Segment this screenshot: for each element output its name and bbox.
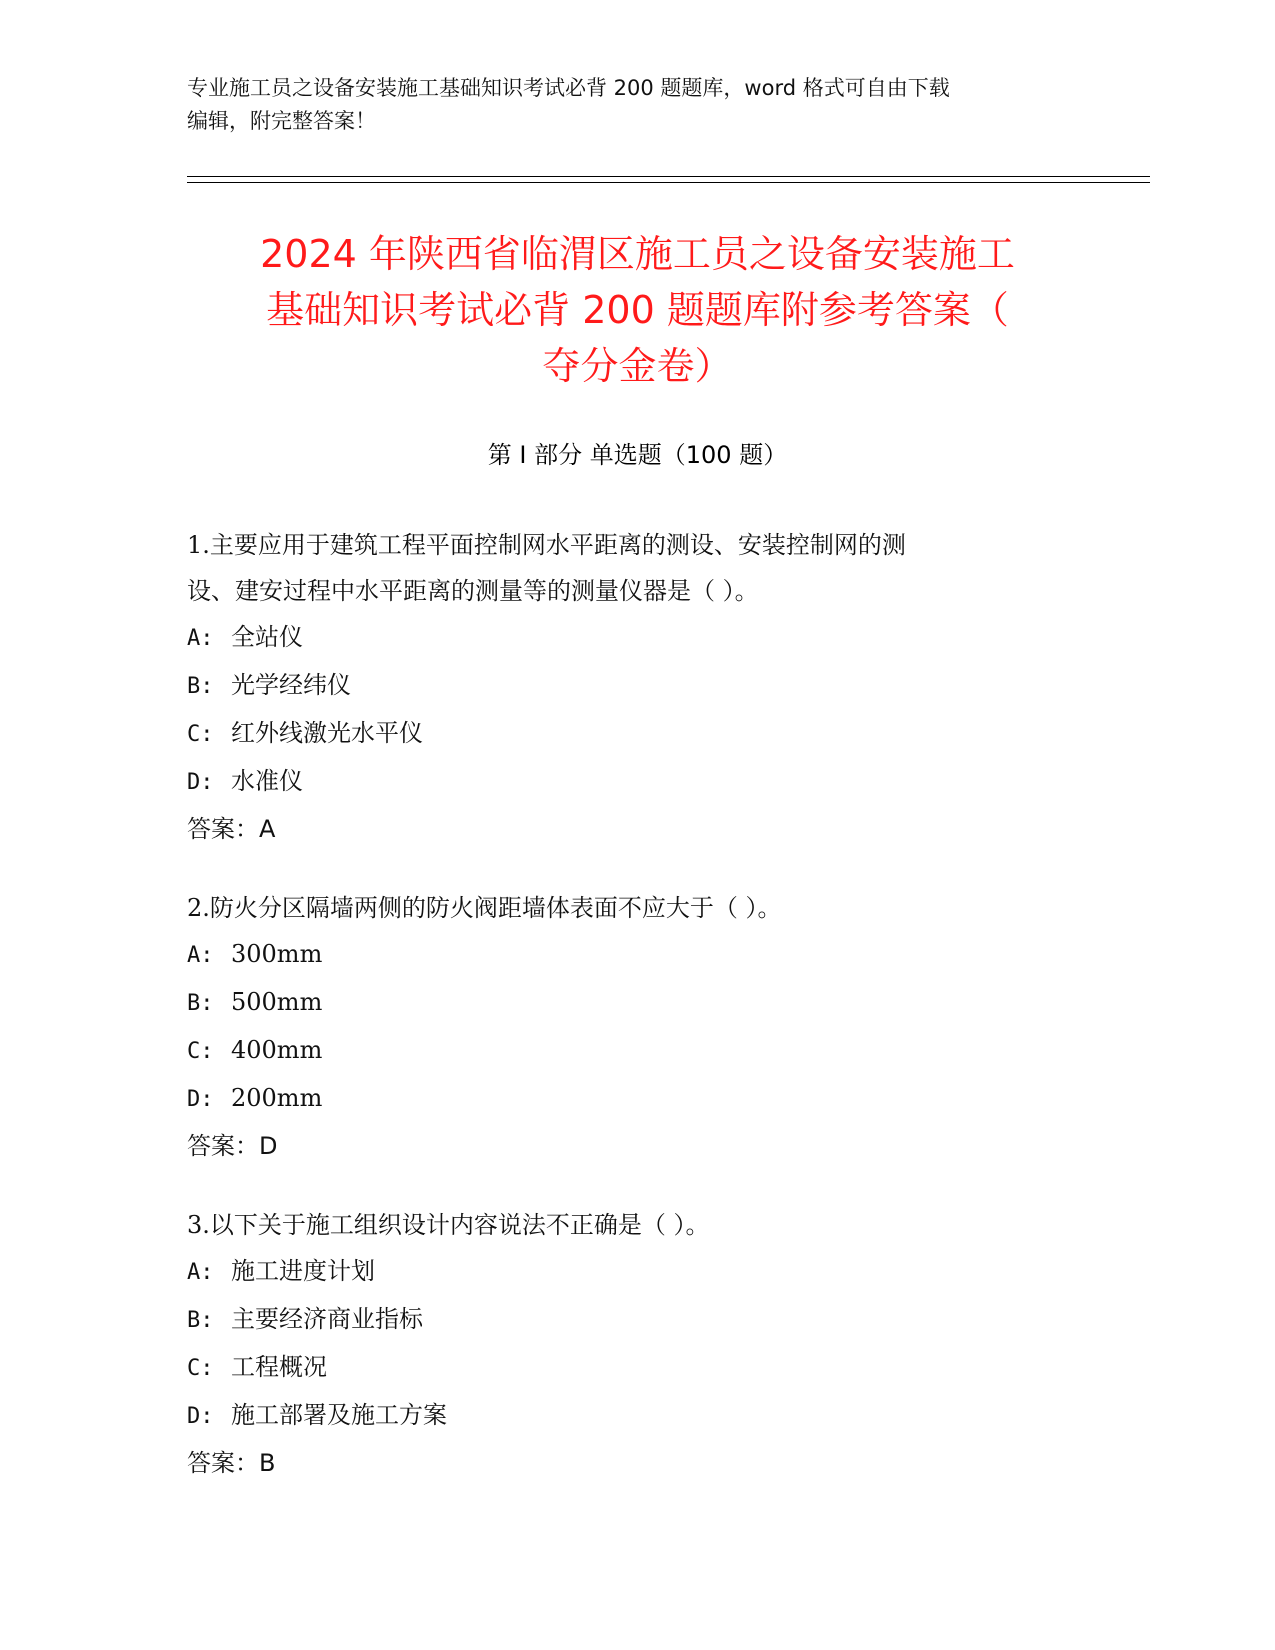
option-a	[187, 614, 1087, 662]
question-stem	[187, 1202, 1087, 1248]
question-stem	[187, 885, 1087, 931]
option-letter: B:	[187, 674, 214, 699]
option-letter: D:	[187, 770, 214, 795]
question-stem-line: 3.以下关于施工组织设计内容说法不正确是（ ）。	[187, 1211, 710, 1239]
option-text: 红外线激光水平仪	[231, 719, 423, 747]
question-1	[187, 522, 1087, 852]
option-text: 400mm	[231, 1036, 323, 1064]
answer-line: 答案：B	[187, 1449, 276, 1477]
option-letter: A:	[187, 943, 214, 968]
document-title-line: 2024 年陕西省临渭区施工员之设备安装施工	[260, 232, 1015, 276]
option-d	[187, 758, 1087, 806]
document-title	[120, 226, 1155, 394]
question-stem-line: 设、建安过程中水平距离的测量等的测量仪器是（ ）。	[187, 577, 759, 605]
option-text: 500mm	[231, 988, 323, 1016]
option-b	[187, 979, 1087, 1027]
option-a	[187, 931, 1087, 979]
question-stem-line: 2.防火分区隔墙两侧的防火阀距墙体表面不应大于（ ）。	[187, 894, 782, 922]
option-letter: D:	[187, 1404, 214, 1429]
option-b	[187, 1296, 1087, 1344]
option-letter: C:	[187, 722, 214, 747]
option-text: 施工进度计划	[231, 1257, 375, 1285]
header-divider-line	[187, 176, 1150, 177]
option-letter: C:	[187, 1356, 214, 1381]
option-a	[187, 1248, 1087, 1296]
question-stem	[187, 522, 1087, 614]
section-heading: 第 I 部分 单选题（100 题）	[487, 441, 788, 469]
option-d	[187, 1075, 1087, 1123]
question-3	[187, 1202, 1087, 1486]
option-text: 光学经纬仪	[231, 671, 351, 699]
option-letter: A:	[187, 1260, 214, 1285]
option-letter: B:	[187, 1308, 214, 1333]
option-letter: B:	[187, 991, 214, 1016]
document-title-line: 基础知识考试必背 200 题题库附参考答案（	[266, 288, 1009, 332]
header-note-line: 编辑，附完整答案！	[187, 109, 376, 133]
option-letter: C:	[187, 1039, 214, 1064]
option-b	[187, 662, 1087, 710]
answer-line: 答案：D	[187, 1132, 278, 1160]
answer-line: 答案：A	[187, 815, 276, 843]
option-c	[187, 1027, 1087, 1075]
document-title-line: 夺分金卷）	[542, 344, 733, 388]
option-text: 全站仪	[231, 623, 303, 651]
option-letter: A:	[187, 626, 214, 651]
option-text: 施工部署及施工方案	[231, 1401, 447, 1429]
question-stem-line: 1.主要应用于建筑工程平面控制网水平距离的测设、安装控制网的测	[187, 531, 906, 559]
question-2	[187, 885, 1087, 1169]
option-text: 200mm	[231, 1084, 323, 1112]
header-note-line: 专业施工员之设备安装施工基础知识考试必背 200 题题库，word 格式可自由下载	[187, 76, 950, 100]
header-divider-line	[187, 182, 1150, 183]
option-text: 300mm	[231, 940, 323, 968]
header-note	[187, 72, 1087, 138]
option-c	[187, 1344, 1087, 1392]
option-d	[187, 1392, 1087, 1440]
option-letter: D:	[187, 1087, 214, 1112]
option-text: 水准仪	[231, 767, 303, 795]
option-text: 工程概况	[231, 1353, 327, 1381]
option-c	[187, 710, 1087, 758]
option-text: 主要经济商业指标	[231, 1305, 423, 1333]
